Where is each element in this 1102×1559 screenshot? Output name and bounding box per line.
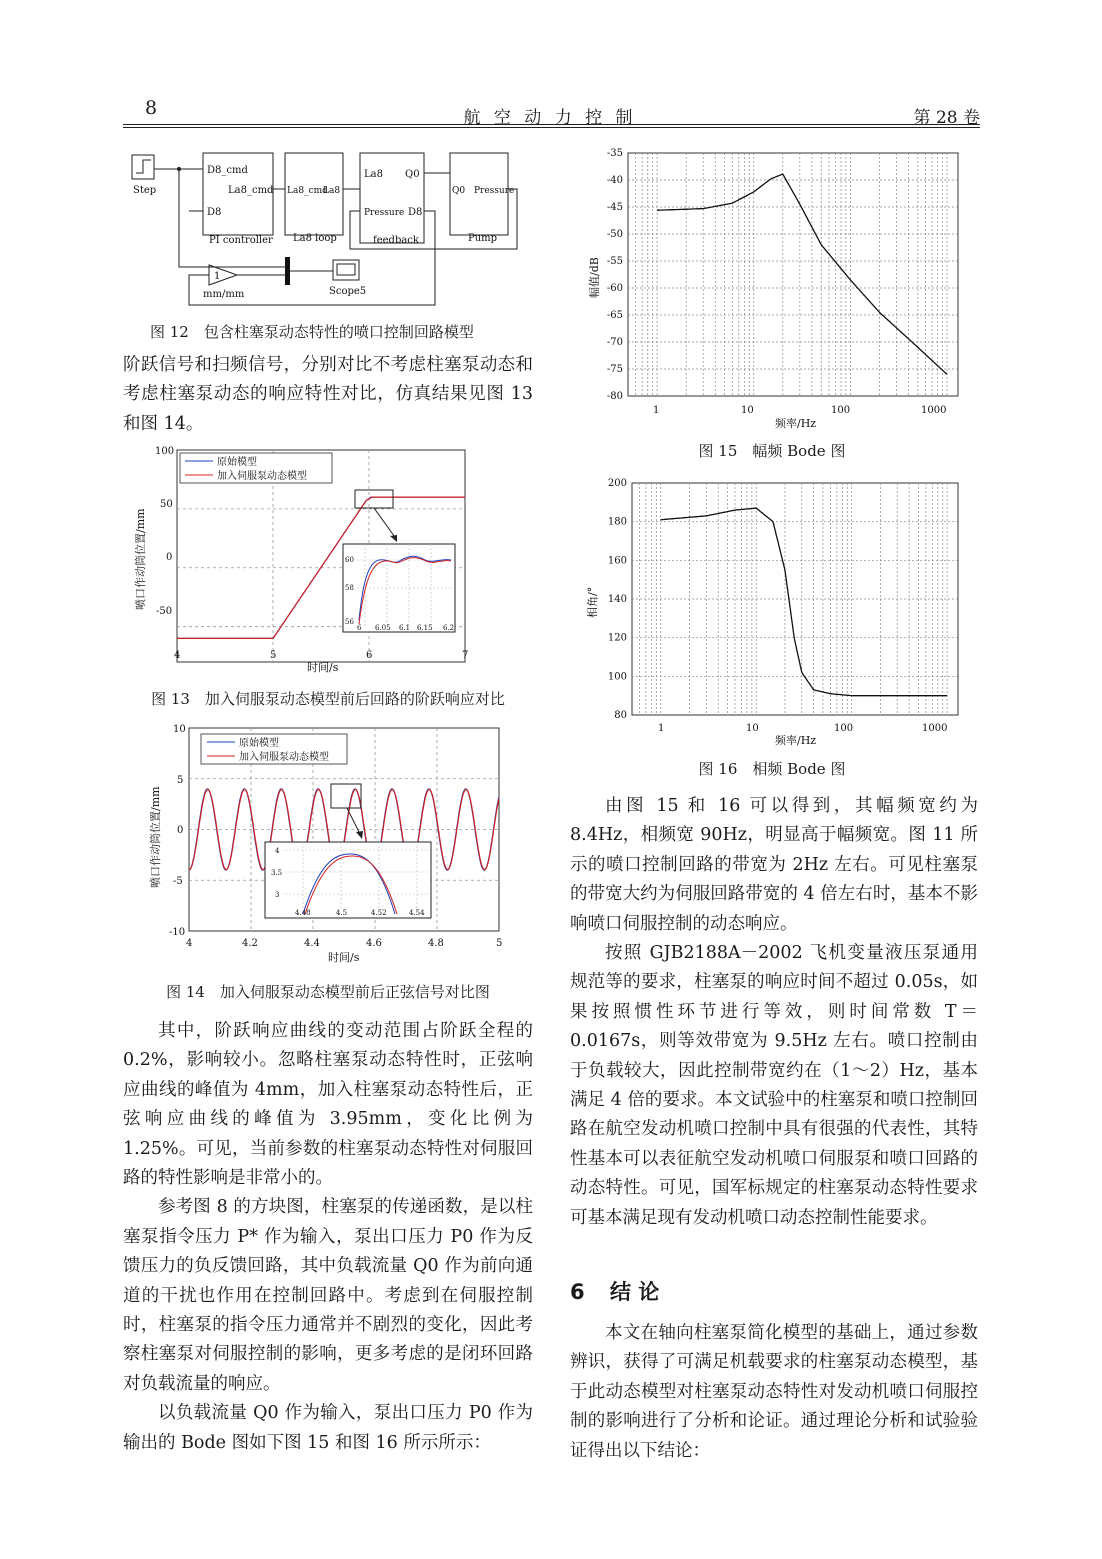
svg-text:La8_cmd: La8_cmd: [287, 186, 328, 196]
gain-label: mm/mm: [203, 289, 245, 300]
svg-text:100: 100: [834, 723, 854, 734]
svg-text:4.2: 4.2: [242, 938, 258, 949]
svg-text:-65: -65: [606, 310, 623, 321]
svg-text:200: 200: [607, 478, 627, 489]
svg-text:4.48: 4.48: [295, 909, 311, 917]
svg-text:10: 10: [746, 723, 759, 734]
svg-text:-40: -40: [606, 175, 623, 186]
svg-text:1000: 1000: [922, 723, 948, 734]
left-body: [123, 1017, 533, 1458]
section-number: 6: [570, 1280, 585, 1304]
svg-text:56: 56: [345, 618, 354, 626]
left-para-3: 以负载流量 Q0 作为输入，泵出口压力 P0 作为输出的 Bode 图如下图 15 和图 16 所示所示：: [123, 1403, 533, 1453]
svg-text:-50: -50: [156, 606, 173, 617]
fig15-ylabel: 幅值/dB: [588, 257, 601, 298]
journal-title: 航 空 动 力 控 制: [463, 108, 637, 128]
fig14-chart: [125, 718, 535, 973]
svg-text:1000: 1000: [921, 405, 947, 416]
fig14-legend-new: 加入伺服泵动态模型: [239, 752, 329, 763]
svg-text:120: 120: [607, 632, 627, 644]
fig13-legend-new: 加入伺服泵动态模型: [217, 471, 307, 482]
svg-text:0: 0: [177, 825, 184, 836]
fig15-chart: [572, 143, 972, 433]
svg-text:0: 0: [166, 552, 173, 563]
svg-text:6.2: 6.2: [443, 624, 455, 632]
left-para-1: 其中，阶跃响应曲线的变动范围占阶跃全程的 0.2%，影响较小。忽略柱塞泵动态特性时，正弦响应曲线的峰值为 4mm，加入柱塞泵动态特性后，正弦响应曲线的峰值为 3.95mm，变化比例为 1.25%。可见，当前参数的柱塞泵动态特性对伺服回路的特性影响是非常小的。: [123, 1021, 533, 1189]
svg-text:4: 4: [174, 650, 181, 661]
svg-text:10: 10: [741, 405, 754, 416]
fig14-legend-orig: 原始模型: [239, 738, 279, 749]
svg-text:60: 60: [345, 556, 354, 564]
svg-text:6.05: 6.05: [375, 624, 391, 632]
header-rule: [123, 124, 980, 125]
svg-text:4.6: 4.6: [366, 938, 382, 949]
svg-text:-35: -35: [606, 148, 623, 159]
svg-text:4: 4: [275, 847, 280, 855]
svg-text:3: 3: [275, 891, 280, 899]
svg-text:50: 50: [160, 499, 173, 510]
svg-text:La8_cmd: La8_cmd: [228, 185, 274, 196]
right-para-1: 由图 15 和 16 可以得到，其幅频宽约为 8.4Hz，相频宽 90Hz，明显高于幅频宽。图 11 所示的喷口控制回路的带宽为 2Hz 左右。可见柱塞泵的带宽大约为伺服回路带宽的 4 倍左右时，基本不影响喷口伺服控制的动态响应。: [570, 796, 978, 934]
fig13-caption: 图 13 加入伺服泵动态模型前后回路的阶跃响应对比: [151, 690, 505, 708]
svg-text:D8: D8: [207, 207, 222, 218]
svg-text:1: 1: [658, 723, 665, 734]
header-rule-2: [123, 127, 980, 128]
fig13-legend-orig: 原始模型: [217, 457, 257, 468]
fig14-ylabel: 喷口作动筒位置/mm: [149, 786, 162, 888]
svg-text:-55: -55: [606, 256, 623, 267]
svg-text:1: 1: [214, 271, 221, 282]
svg-text:4.8: 4.8: [428, 938, 444, 949]
svg-text:100: 100: [831, 405, 851, 416]
svg-text:-45: -45: [606, 202, 623, 213]
fig13-xlabel: 时间/s: [307, 661, 339, 674]
step-label: Step: [133, 185, 157, 196]
svg-text:-80: -80: [606, 391, 623, 402]
svg-text:-50: -50: [606, 229, 623, 240]
svg-text:100: 100: [607, 671, 627, 683]
fig16-ylabel: 相角/°: [586, 586, 599, 618]
section-title: 结 论: [609, 1280, 660, 1304]
right-body: [570, 792, 978, 1233]
left-para-2: 参考图 8 的方块图，柱塞泵的传递函数，是以柱塞泵指令压力 P* 作为输入，泵出口压力 P0 作为反馈压力的负反馈回路，其中负载流量 Q0 作为前向通道的干扰也作用在控制回路中。考虑到在伺服控制时，柱塞泵的指令压力通常并不剧烈的变化，因此考察柱塞泵对伺服控制的影响，更多考虑的是闭环回路对负载流量的响应。: [123, 1197, 533, 1394]
svg-text:6.1: 6.1: [399, 624, 411, 632]
svg-text:Pressure: Pressure: [364, 208, 405, 218]
feedback-label: feedback: [373, 235, 419, 246]
svg-text:-70: -70: [606, 337, 623, 348]
fig12-caption: 图 12 包含柱塞泵动态特性的喷口控制回路模型: [150, 323, 474, 341]
svg-text:4.54: 4.54: [409, 909, 425, 917]
fig16-chart: [572, 473, 972, 753]
svg-text:58: 58: [345, 584, 354, 592]
fig14-caption: 图 14 加入伺服泵动态模型前后正弦信号对比图: [166, 983, 490, 1001]
svg-text:4.52: 4.52: [371, 909, 387, 917]
svg-text:Q0: Q0: [452, 186, 466, 196]
volume-label: 第 28 卷: [913, 108, 980, 128]
svg-text:D8_cmd: D8_cmd: [207, 165, 248, 176]
section-heading: [570, 1276, 659, 1306]
la8-loop-label: La8 loop: [293, 233, 337, 244]
svg-text:5: 5: [177, 775, 184, 786]
fig13-chart: [125, 440, 535, 675]
svg-text:7: 7: [462, 650, 469, 661]
svg-text:Q0: Q0: [405, 169, 420, 180]
svg-text:3.5: 3.5: [271, 869, 283, 877]
scope-label: Scope5: [329, 286, 367, 297]
svg-text:La8: La8: [323, 186, 341, 196]
svg-text:4.5: 4.5: [336, 909, 348, 917]
fig14-xlabel: 时间/s: [328, 951, 360, 964]
svg-text:6: 6: [366, 650, 373, 661]
svg-text:-75: -75: [606, 364, 623, 375]
pump-label: Pump: [468, 233, 498, 244]
svg-text:Pressure: Pressure: [474, 186, 515, 196]
svg-text:La8: La8: [364, 169, 383, 180]
right-para-2: 按照 GJB2188A－2002 飞机变量液压泵通用规范等的要求，柱塞泵的响应时间不超过 0.05s，如果按照惯性环节进行等效，则时间常数 T＝0.0167s，则等效带宽为 9.5Hz 左右。喷口控制由于负载较大，因此控制带宽约在（1～2）Hz，基本满足 4 倍的要求。本文试验中的柱塞泵和喷口控制回路在航空发动机喷口控制中具有很强的代表性，其特性基本可以表征航空发动机喷口伺服泵和喷口回路的动态特性。可见，国军标规定的柱塞泵动态特性要求可基本满足现有发动机喷口动态控制性能要求。: [570, 943, 978, 1228]
fig15-caption: 图 15 幅频 Bode 图: [698, 442, 846, 460]
svg-text:140: 140: [607, 594, 627, 605]
svg-text:5: 5: [270, 650, 277, 661]
svg-text:5: 5: [496, 938, 503, 949]
fig12-diagram: [125, 145, 535, 310]
page-number: 8: [145, 97, 158, 119]
conclusion-para: 本文在轴向柱塞泵简化模型的基础上，通过参数辨识，获得了可满足机载要求的柱塞泵动态模型，基于此动态模型对柱塞泵动态特性对发动机喷口伺服控制的影响进行了分析和论证。通过理论分析和试验验证得出以下结论：: [570, 1323, 978, 1461]
svg-text:1: 1: [653, 405, 660, 416]
fig15-xlabel: 频率/Hz: [775, 417, 817, 430]
svg-text:4.4: 4.4: [304, 938, 320, 949]
svg-text:10: 10: [173, 724, 186, 735]
svg-text:D8: D8: [408, 207, 423, 218]
pi-controller-label: PI controller: [209, 235, 273, 246]
left-text-1: 阶跃信号和扫频信号，分别对比不考虑柱塞泵动态和考虑柱塞泵动态的响应特性对比，仿真结果见图 13 和图 14。: [123, 355, 533, 434]
svg-text:-60: -60: [606, 283, 623, 294]
svg-text:-10: -10: [169, 927, 186, 938]
svg-text:80: 80: [614, 710, 627, 721]
svg-text:-5: -5: [173, 876, 183, 887]
svg-text:6: 6: [357, 624, 362, 632]
svg-text:160: 160: [607, 555, 627, 567]
svg-text:4: 4: [186, 938, 193, 949]
fig16-xlabel: 频率/Hz: [775, 734, 817, 747]
svg-text:180: 180: [607, 516, 627, 528]
fig13-ylabel: 喷口作动筒位置/mm: [134, 508, 147, 610]
svg-text:6.15: 6.15: [417, 624, 433, 632]
fig16-caption: 图 16 相频 Bode 图: [698, 760, 846, 778]
conclusion-body: [570, 1319, 978, 1466]
svg-text:100: 100: [155, 446, 175, 457]
